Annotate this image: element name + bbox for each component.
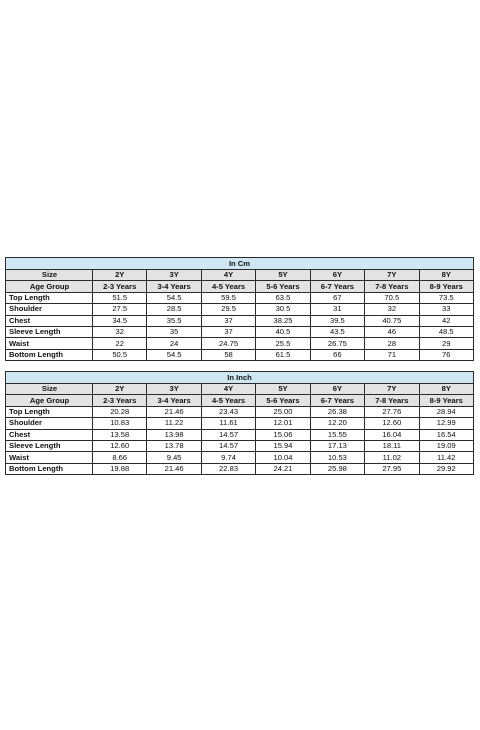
table-row bbox=[6, 292, 474, 303]
table-cell: 27.5 bbox=[93, 304, 147, 315]
size-header-cell: 3Y bbox=[147, 270, 201, 281]
table-title-row bbox=[6, 372, 474, 384]
table-cell: 15.94 bbox=[256, 440, 310, 451]
table-cell: 28.94 bbox=[419, 406, 473, 417]
age-header-row bbox=[6, 281, 474, 292]
age-header-cell: 7-8 Years bbox=[365, 395, 419, 406]
table-cell: 66 bbox=[310, 349, 364, 360]
row-label: Top Length bbox=[6, 292, 93, 303]
table-cell: 12.01 bbox=[256, 418, 310, 429]
table-cell: 22 bbox=[93, 338, 147, 349]
table-cell: 8.66 bbox=[93, 452, 147, 463]
table-cell: 12.20 bbox=[310, 418, 364, 429]
table-cell: 59.5 bbox=[201, 292, 255, 303]
age-header-cell: 3-4 Years bbox=[147, 395, 201, 406]
table-cell: 9.74 bbox=[201, 452, 255, 463]
table-row bbox=[6, 406, 474, 417]
table-cell: 70.5 bbox=[365, 292, 419, 303]
table-cell: 29.5 bbox=[201, 304, 255, 315]
table-title: In Cm bbox=[6, 258, 474, 270]
size-header-cell: 5Y bbox=[256, 384, 310, 395]
row-label: Chest bbox=[6, 315, 93, 326]
table-row bbox=[6, 338, 474, 349]
table-cell: 11.42 bbox=[419, 452, 473, 463]
size-chart-inch bbox=[5, 371, 474, 475]
row-label: Waist bbox=[6, 338, 93, 349]
table-cell: 25.98 bbox=[310, 463, 364, 474]
size-header-cell: 6Y bbox=[310, 384, 364, 395]
age-header-cell: 6-7 Years bbox=[310, 395, 364, 406]
age-header-cell: 5-6 Years bbox=[256, 281, 310, 292]
age-header-label: Age Group bbox=[6, 395, 93, 406]
table-cell: 27.95 bbox=[365, 463, 419, 474]
table-row bbox=[6, 315, 474, 326]
size-chart-cm bbox=[5, 257, 474, 361]
age-header-row bbox=[6, 395, 474, 406]
table-cell: 14.57 bbox=[201, 440, 255, 451]
table-cell: 51.5 bbox=[93, 292, 147, 303]
table-cell: 11.61 bbox=[201, 418, 255, 429]
table-cell: 13.58 bbox=[93, 429, 147, 440]
size-header-cell: 2Y bbox=[93, 384, 147, 395]
table-cell: 24.75 bbox=[201, 338, 255, 349]
table-cell: 63.5 bbox=[256, 292, 310, 303]
table-cell: 30.5 bbox=[256, 304, 310, 315]
row-label: Bottom Length bbox=[6, 349, 93, 360]
table-cell: 42 bbox=[419, 315, 473, 326]
size-header-cell: 4Y bbox=[201, 384, 255, 395]
table-row bbox=[6, 452, 474, 463]
table-cell: 12.99 bbox=[419, 418, 473, 429]
table-cell: 38.25 bbox=[256, 315, 310, 326]
table-row bbox=[6, 429, 474, 440]
table-cell: 29.92 bbox=[419, 463, 473, 474]
age-header-cell: 4-5 Years bbox=[201, 281, 255, 292]
size-header-cell: 3Y bbox=[147, 384, 201, 395]
size-header-cell: 7Y bbox=[365, 270, 419, 281]
table-cell: 21.46 bbox=[147, 406, 201, 417]
size-header-row bbox=[6, 270, 474, 281]
size-header-cell: 8Y bbox=[419, 384, 473, 395]
table-cell: 46 bbox=[365, 326, 419, 337]
table-cell: 48.5 bbox=[419, 326, 473, 337]
row-label: Shoulder bbox=[6, 418, 93, 429]
table-cell: 40.75 bbox=[365, 315, 419, 326]
age-header-cell: 3-4 Years bbox=[147, 281, 201, 292]
size-header-cell: 8Y bbox=[419, 270, 473, 281]
table-cell: 29 bbox=[419, 338, 473, 349]
table-cell: 26.38 bbox=[310, 406, 364, 417]
table-cell: 12.60 bbox=[93, 440, 147, 451]
table-cell: 9.45 bbox=[147, 452, 201, 463]
table-cell: 23.43 bbox=[201, 406, 255, 417]
table-cell: 19.09 bbox=[419, 440, 473, 451]
table-row bbox=[6, 349, 474, 360]
size-header-cell: 4Y bbox=[201, 270, 255, 281]
table-cell: 67 bbox=[310, 292, 364, 303]
table-cell: 33 bbox=[419, 304, 473, 315]
row-label: Top Length bbox=[6, 406, 93, 417]
table-cell: 25.5 bbox=[256, 338, 310, 349]
table-cell: 31 bbox=[310, 304, 364, 315]
table-row bbox=[6, 304, 474, 315]
table-cell: 43.5 bbox=[310, 326, 364, 337]
table-cell: 11.02 bbox=[365, 452, 419, 463]
table-cell: 17.13 bbox=[310, 440, 364, 451]
table-cell: 71 bbox=[365, 349, 419, 360]
age-header-cell: 7-8 Years bbox=[365, 281, 419, 292]
row-label: Bottom Length bbox=[6, 463, 93, 474]
table-cell: 10.53 bbox=[310, 452, 364, 463]
table-cell: 19.88 bbox=[93, 463, 147, 474]
table-cell: 35.5 bbox=[147, 315, 201, 326]
table-cell: 27.76 bbox=[365, 406, 419, 417]
table-cell: 28 bbox=[365, 338, 419, 349]
size-header-cell: 6Y bbox=[310, 270, 364, 281]
table-cell: 22.83 bbox=[201, 463, 255, 474]
table-cell: 15.06 bbox=[256, 429, 310, 440]
table-cell: 58 bbox=[201, 349, 255, 360]
age-header-cell: 6-7 Years bbox=[310, 281, 364, 292]
table-cell: 73.5 bbox=[419, 292, 473, 303]
table-cell: 61.5 bbox=[256, 349, 310, 360]
age-header-cell: 4-5 Years bbox=[201, 395, 255, 406]
size-header-cell: 7Y bbox=[365, 384, 419, 395]
table-cell: 10.83 bbox=[93, 418, 147, 429]
table-cell: 37 bbox=[201, 315, 255, 326]
row-label: Sleeve Length bbox=[6, 326, 93, 337]
age-header-cell: 2-3 Years bbox=[93, 281, 147, 292]
row-label: Chest bbox=[6, 429, 93, 440]
age-header-cell: 8-9 Years bbox=[419, 395, 473, 406]
table-cell: 50.5 bbox=[93, 349, 147, 360]
table-row bbox=[6, 463, 474, 474]
table-cell: 76 bbox=[419, 349, 473, 360]
table-cell: 25.00 bbox=[256, 406, 310, 417]
row-label: Shoulder bbox=[6, 304, 93, 315]
age-header-cell: 5-6 Years bbox=[256, 395, 310, 406]
age-header-cell: 8-9 Years bbox=[419, 281, 473, 292]
table-cell: 54.5 bbox=[147, 292, 201, 303]
table-cell: 39.5 bbox=[310, 315, 364, 326]
table-cell: 21.46 bbox=[147, 463, 201, 474]
table-cell: 16.54 bbox=[419, 429, 473, 440]
table-cell: 37 bbox=[201, 326, 255, 337]
table-cell: 10.04 bbox=[256, 452, 310, 463]
table-cell: 34.5 bbox=[93, 315, 147, 326]
table-cell: 11.22 bbox=[147, 418, 201, 429]
size-header-row bbox=[6, 384, 474, 395]
table-cell: 13.98 bbox=[147, 429, 201, 440]
age-header-cell: 2-3 Years bbox=[93, 395, 147, 406]
table-cell: 12.60 bbox=[365, 418, 419, 429]
table-cell: 20.28 bbox=[93, 406, 147, 417]
table-cell: 40.5 bbox=[256, 326, 310, 337]
row-label: Waist bbox=[6, 452, 93, 463]
table-cell: 28.5 bbox=[147, 304, 201, 315]
table-row bbox=[6, 326, 474, 337]
size-header-label: Size bbox=[6, 384, 93, 395]
table-row bbox=[6, 418, 474, 429]
size-header-label: Size bbox=[6, 270, 93, 281]
table-cell: 16.04 bbox=[365, 429, 419, 440]
table-cell: 26.75 bbox=[310, 338, 364, 349]
table-row bbox=[6, 440, 474, 451]
table-cell: 35 bbox=[147, 326, 201, 337]
table-cell: 32 bbox=[365, 304, 419, 315]
table-cell: 18.11 bbox=[365, 440, 419, 451]
table-title: In Inch bbox=[6, 372, 474, 384]
size-header-cell: 5Y bbox=[256, 270, 310, 281]
table-cell: 32 bbox=[93, 326, 147, 337]
table-cell: 13.78 bbox=[147, 440, 201, 451]
table-title-row bbox=[6, 258, 474, 270]
table-cell: 24 bbox=[147, 338, 201, 349]
row-label: Sleeve Length bbox=[6, 440, 93, 451]
table-cell: 54.5 bbox=[147, 349, 201, 360]
table-cell: 15.55 bbox=[310, 429, 364, 440]
table-cell: 24.21 bbox=[256, 463, 310, 474]
size-header-cell: 2Y bbox=[93, 270, 147, 281]
age-header-label: Age Group bbox=[6, 281, 93, 292]
table-cell: 14.57 bbox=[201, 429, 255, 440]
